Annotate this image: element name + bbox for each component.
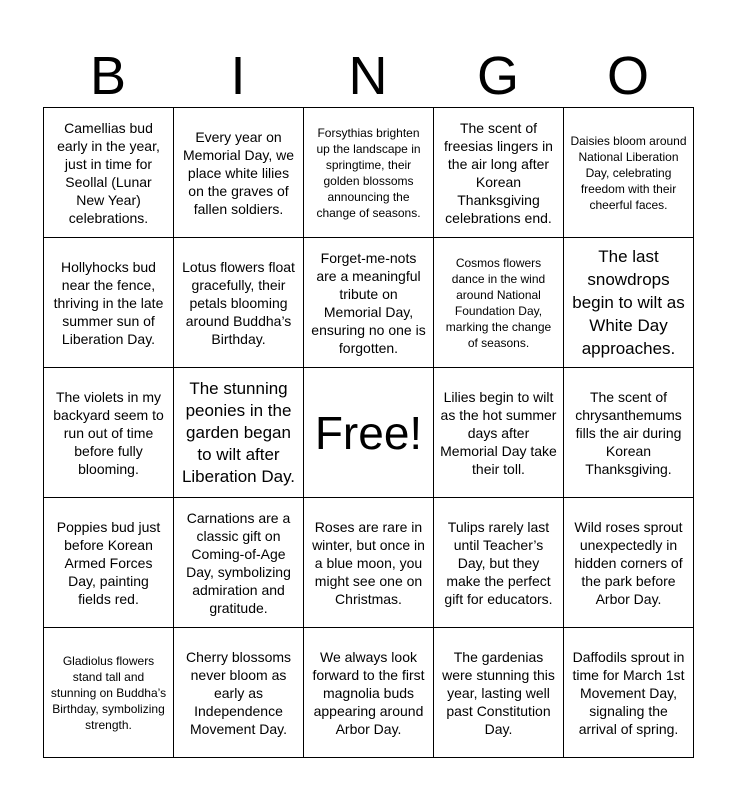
bingo-cell: Cherry blossoms never bloom as early as Independence Movement Day. — [174, 628, 304, 758]
bingo-cell: We always look forward to the first magnolia buds appearing around Arbor Day. — [304, 628, 434, 758]
bingo-cell: Every year on Memorial Day, we place white lilies on the graves of fallen soldiers. — [174, 108, 304, 238]
free-space: Free! — [304, 368, 434, 498]
bingo-cell: Roses are rare in winter, but once in a blue moon, you might see one on Christmas. — [304, 498, 434, 628]
bingo-cell: The scent of chrysanthemums fills the air during Korean Thanksgiving. — [564, 368, 694, 498]
bingo-cell: The scent of freesias lingers in the air long after Korean Thanksgiving celebrations end. — [434, 108, 564, 238]
grid-row — [44, 238, 694, 368]
header-letter-o: O — [606, 46, 649, 106]
bingo-cell: Daffodils sprout in time for March 1st Movement Day, signaling the arrival of spring. — [564, 628, 694, 758]
bingo-cell: Carnations are a classic gift on Coming-of-Age Day, symbolizing admiration and gratitude. — [174, 498, 304, 628]
header-letter-i: I — [230, 46, 246, 106]
bingo-cell: The stunning peonies in the garden began to wilt after Liberation Day. — [174, 368, 304, 498]
grid-row — [44, 368, 694, 498]
grid-row — [44, 108, 694, 238]
grid-row — [44, 628, 694, 758]
bingo-cell: Hollyhocks bud near the fence, thriving in the late summer sun of Liberation Day. — [44, 238, 174, 368]
bingo-cell: Tulips rarely last until Teacher’s Day, but they make the perfect gift for educators. — [434, 498, 564, 628]
bingo-header — [43, 44, 693, 108]
bingo-cell: Forsythias brighten up the landscape in springtime, their golden blossoms announcing the change of seasons. — [304, 108, 434, 238]
bingo-grid — [43, 107, 694, 758]
bingo-cell: Daisies bloom around National Liberation Day, celebrating freedom with their cheerful faces. — [564, 108, 694, 238]
bingo-cell: Gladiolus flowers stand tall and stunning on Buddha’s Birthday, symbolizing strength. — [44, 628, 174, 758]
header-letter-g: G — [476, 46, 519, 106]
bingo-cell: Lilies begin to wilt as the hot summer days after Memorial Day take their toll. — [434, 368, 564, 498]
bingo-cell: Poppies bud just before Korean Armed Forces Day, painting fields red. — [44, 498, 174, 628]
bingo-cell: Camellias bud early in the year, just in time for Seollal (Lunar New Year) celebrations. — [44, 108, 174, 238]
grid-row — [44, 498, 694, 628]
header-letter-n: N — [348, 46, 388, 106]
bingo-cell: The last snowdrops begin to wilt as White Day approaches. — [564, 238, 694, 368]
header-letter-b: B — [89, 46, 127, 106]
bingo-cell: Wild roses sprout unexpectedly in hidden corners of the park before Arbor Day. — [564, 498, 694, 628]
bingo-cell: Lotus flowers float gracefully, their petals blooming around Buddha’s Birthday. — [174, 238, 304, 368]
bingo-cell: The gardenias were stunning this year, lasting well past Constitution Day. — [434, 628, 564, 758]
bingo-cell: The violets in my backyard seem to run out of time before fully blooming. — [44, 368, 174, 498]
bingo-cell: Cosmos flowers dance in the wind around National Foundation Day, marking the change of seasons. — [434, 238, 564, 368]
bingo-cell: Forget-me-nots are a meaningful tribute on Memorial Day, ensuring no one is forgotten. — [304, 238, 434, 368]
